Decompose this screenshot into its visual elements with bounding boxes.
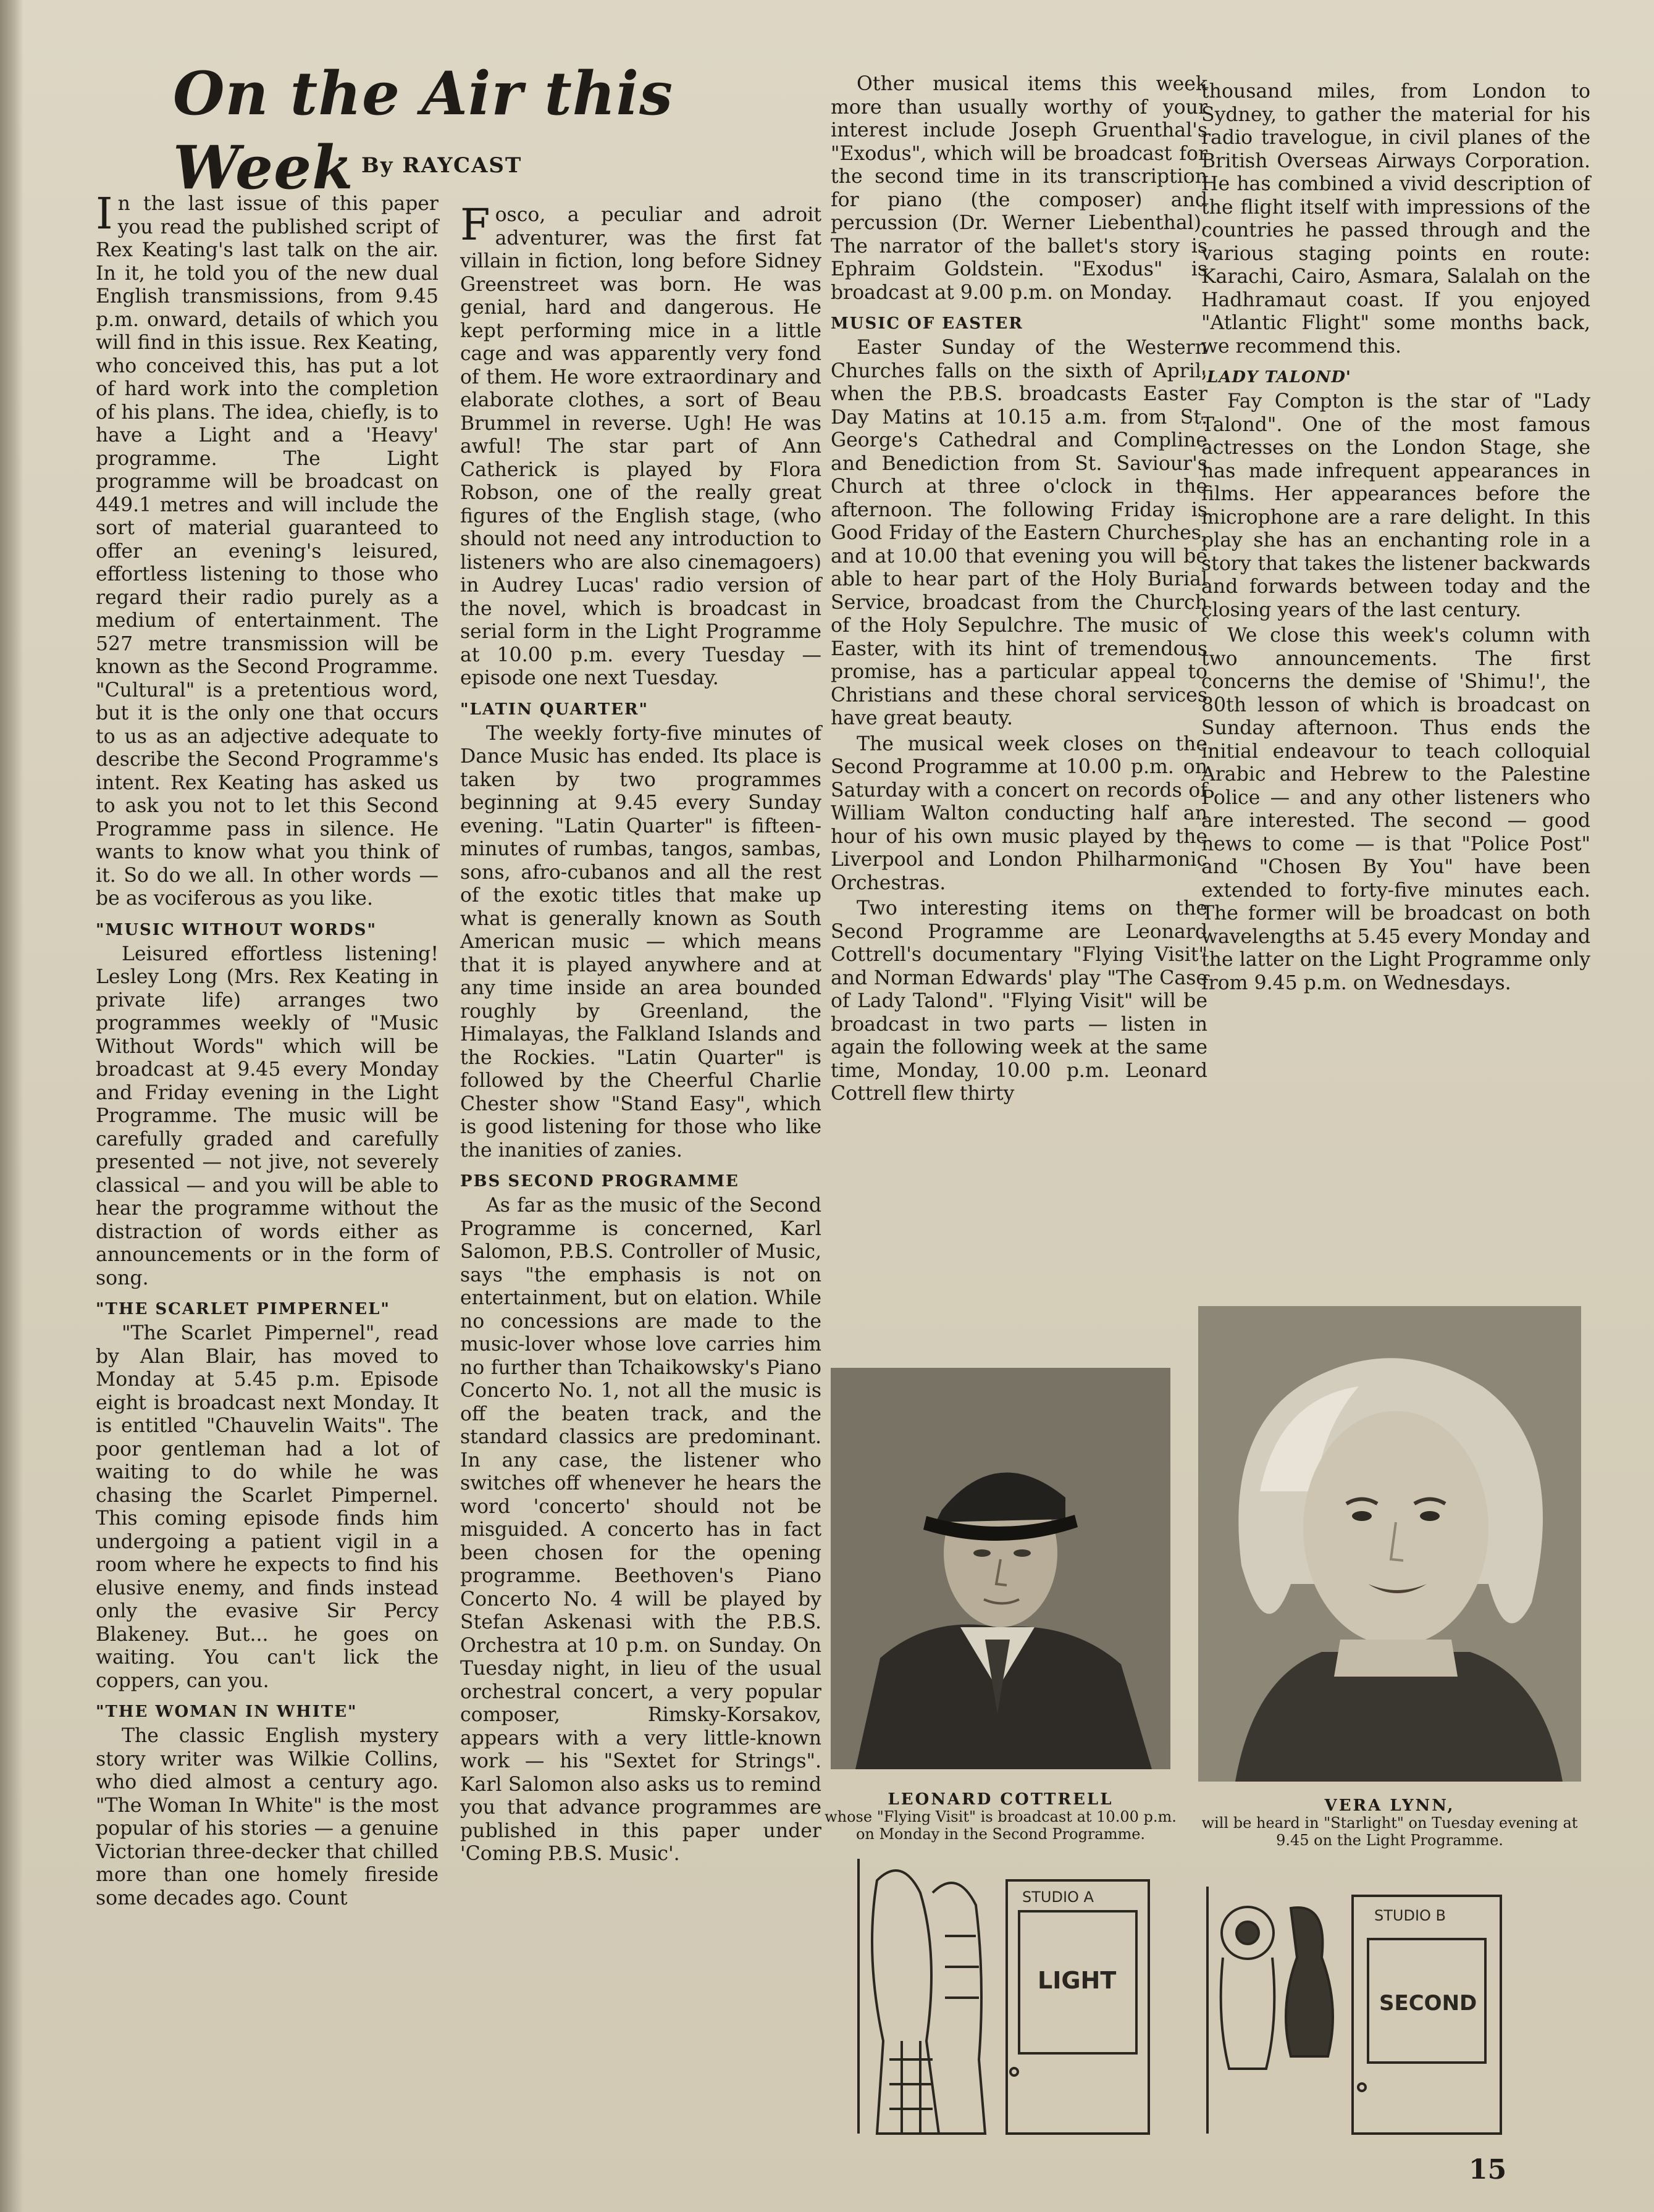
cartoon-studio-b (1204, 1883, 1507, 2137)
page-spine-shadow (0, 0, 23, 2212)
studio-door-drawing (852, 1856, 1155, 2137)
caption-name: VERA LYNN, (1324, 1796, 1455, 1815)
paragraph: "The Scarlet Pimpernel", read by Alan Blair, has moved to Monday at 5.45 p.m. Episode eight is broadcast next Monday. It is entitled "Chauvelin Waits". The poor gentleman had a lot of waiting to do while he was chasing the Scarlet Pimpernel. This coming episode finds him undergoing a patient vigil in a room where he expects to find his elusive enemy, and finds instead only the evasive Sir Percy Blakeney. But... he goes on waiting. You can't lick the coppers, can you. (96, 1322, 439, 1692)
door-sign: LIGHT (1038, 1967, 1117, 1994)
section-heading-woman-in-white: "THE WOMAN IN WHITE" (96, 1703, 358, 1721)
section-heading-scarlet-pimpernel: "THE SCARLET PIMPERNEL" (96, 1300, 390, 1318)
section-heading-pbs-second-programme: PBS SECOND PROGRAMME (460, 1172, 739, 1191)
article-column-4 (1201, 80, 1590, 997)
article-column-3 (831, 73, 1207, 1108)
caption-text: will be heard in "Starlight" on Tuesday evening at 9.45 on the Light Programme. (1201, 1814, 1578, 1849)
paragraph: The weekly forty-five minutes of Dance Music has ended. Its place is taken by two programmes beginning at 9.45 every Sunday evening. "Latin Quarter" is fifteen-minutes of rumbas, tangos, sambas, sons, afro-cubanos and all the rest of the exotic titles that make up what is generally known as South American music — which means that it is played anywhere and at any time inside an area bounded roughly by Greenland, the Himalayas, the Falkland Islands and the Rockies. "Latin Quarter" is followed by the Cheerful Charlie Chester show "Stand Easy", which is good listening for those who like the inanities of zanies. (460, 722, 821, 1162)
article-column-1 (96, 188, 439, 1912)
byline: By RAYCAST (361, 153, 523, 178)
caption-name: LEONARD COTTRELL (888, 1790, 1114, 1809)
cartoon-studio-a (852, 1856, 1155, 2137)
portrait-illustration (831, 1368, 1170, 1769)
paragraph: The classic English mystery story writer was Wilkie Collins, who died almost a century ago. "The Woman In White" is the most popular of his stories — a genuine Victorian three-decker that chilled more than one homely fireside some decades ago. Count (96, 1725, 439, 1909)
photo-vera-lynn (1198, 1306, 1581, 1782)
page-number: 15 (1469, 2154, 1507, 2185)
door-sign: SECOND (1379, 1991, 1477, 2016)
paragraph: thousand miles, from London to Sydney, to gather the material for his radio travelogue, in civil planes of the British Overseas Airways Corporation. He has combined a vivid description of the flight itself with impressions of the countries he passed through and the various staging points en route: Karachi, Cairo, Asmara, Salalah on the Hadhramaut coast. If you enjoyed "Atlantic Flight" some months back, we recommend this. (1201, 80, 1590, 358)
photo-leonard-cottrell (831, 1368, 1170, 1769)
door-label: STUDIO A (1022, 1888, 1094, 1906)
paragraph: Easter Sunday of the Western Churches falls on the sixth of April, when the P.B.S. broadcasts Easter Day Matins at 10.15 a.m. from St. George's Cathedral and Compline and Benediction from St. Saviour's Church at three o'clock in the afternoon. The following Friday is Good Friday of the Eastern Churches, and at 10.00 that evening you will be able to hear part of the Holy Burial Service, broadcast from the Church of the Holy Sepulchre. The music of Easter, with its hint of tremendous promise, has a particular appeal to Christians and these choral services have great beauty. (831, 337, 1207, 729)
paragraph: Other musical items this week more than usually worthy of your interest include Joseph Gruenthal's "Exodus", which will be broadcast for the second time in its transcription for piano (the composer) and percussion (Dr. Werner Liebenthal). The narrator of the ballet's story is Ephraim Goldstein. "Exodus" is broadcast at 9.00 p.m. on Monday. (831, 73, 1207, 304)
photo-caption-1 (825, 1791, 1177, 1843)
caption-text: whose "Flying Visit" is broadcast at 10.00 p.m. on Monday in the Second Programme. (825, 1808, 1177, 1843)
page-title: On the Air this Week (173, 59, 674, 203)
portrait-illustration (1198, 1306, 1581, 1782)
paragraph: Two interesting items on the Second Programme are Leonard Cottrell's documentary "Flying Visit" and Norman Edwards' play "The Case of Lady Talond". "Flying Visit" will be broadcast in two parts — listen in again the following week at the same time, Monday, 10.00 p.m. Leonard Cottrell flew thirty (831, 897, 1207, 1105)
section-heading-lady-talond: 'LADY TALOND' (1201, 368, 1351, 387)
paragraph: Fosco, a peculiar and adroit adventurer, was the first fat villain in fiction, long before Sidney Greenstreet was born. He was genial, hard and dangerous. He kept performing mice in a little cage and was apparently very fond of them. He wore extraordinary and elaborate clothes, a sort of Beau Brummel in reverse. Ugh! He was awful! The star part of Ann Catherick is played by Flora Robson, one of the really great figures of the English stage, (who should not need any introduction to listeners who are also cinemagoers) in Audrey Lucas' radio version of the novel, which is broadcast in serial form in the Light Programme at 10.00 p.m. every Tuesday — episode one next Tuesday. (460, 199, 821, 689)
section-heading-music-without-words: "MUSIC WITHOUT WORDS" (96, 920, 377, 939)
paragraph: Leisured effortless listening! Lesley Long (Mrs. Rex Keating in private life) arranges two programmes weekly of "Music Without Words" which will be broadcast at 9.45 every Monday and Friday evening in the Light Programme. The music will be carefully graded and carefully presented — not jive, not severely classical — and you will be able to hear the programme without the distraction of words either as announcements or in the form of song. (96, 942, 439, 1289)
intro-paragraph: In the last issue of this paper you read the published script of Rex Keating's last talk on the air. In it, he told you of the new dual English transmissions, from 9.45 p.m. onward, details of which you will find in this issue. Rex Keating, who conceived this, has put a lot of hard work into the completion of his plans. The idea, chiefly, is to have a Light and a 'Heavy' programme. The Light programme will be broadcast on 449.1 metres and will include the sort of material guaranteed to offer an evening's leisured, effortless listening to those who regard their radio purely as a medium of entertainment. The 527 metre transmission will be known as the Second Programme. "Cultural" is a pretentious word, but it is the only one that occurs to us as an adjective adequate to describe the Second Programme's intent. Rex Keating has asked us to ask you not to let this Second Programme pass in silence. He wants to know what you think of it. So do we all. In other words — be as vociferous as you like. (96, 188, 439, 910)
studio-door-drawing (1204, 1883, 1507, 2137)
section-heading-music-of-easter: MUSIC OF EASTER (831, 314, 1023, 333)
door-label: STUDIO B (1374, 1907, 1446, 1924)
article-column-2 (460, 199, 821, 1869)
section-heading-latin-quarter: "LATIN QUARTER" (460, 700, 649, 719)
paragraph: We close this week's column with two announcements. The first concerns the demise of 'Shimu!', the 80th lesson of which is broadcast on Sunday afternoon. Thus ends the initial endeavour to teach colloquial Arabic and Hebrew to the Palestine Police — and any other listeners who are interested. The second — good news to come — is that "Police Post" and "Chosen By You" have been extended to forty-five minutes each. The former will be broadcast on both wavelengths at 5.45 every Monday and the latter on the Light Programme only from 9.45 p.m. on Wednesdays. (1201, 624, 1590, 994)
photo-caption-2 (1195, 1797, 1584, 1849)
paragraph: Fay Compton is the star of "Lady Talond". One of the most famous actresses on the London Stage, she has made infrequent appearances in films. Her appearances before the microphone are a rare delight. In this play she has an enchanting role in a story that takes the listener backwards and forwards between today and the closing years of the last century. (1201, 390, 1590, 621)
paragraph: As far as the music of the Second Programme is concerned, Karl Salomon, P.B.S. Controller of Music, says "the emphasis is not on entertainment, but on elation. While no concessions are made to the music-lover whose love carries him no further than Tchaikowsky's Piano Concerto No. 1, not all the music is off the beaten track, and the standard classics are predominant. In any case, the listener who switches off whenever he hears the word 'concerto' should not be misguided. A concerto has in fact been chosen for the opening programme. Beethoven's Piano Concerto No. 4 will be played by Stefan Askenasi with the P.B.S. Orchestra at 10 p.m. on Sunday. On Tuesday night, in lieu of the usual orchestral concert, a very popular composer, Rimsky-Korsakov, appears with a very little-known work — his "Sextet for Strings". Karl Salomon also asks us to remind you that advance programmes are published in this paper under 'Coming P.B.S. Music'. (460, 1194, 821, 1865)
paragraph: The musical week closes on the Second Programme at 10.00 p.m. on Saturday with a concert on records of William Walton conducting half an hour of his own music played by the Liverpool and London Philharmonic Orchestras. (831, 732, 1207, 894)
